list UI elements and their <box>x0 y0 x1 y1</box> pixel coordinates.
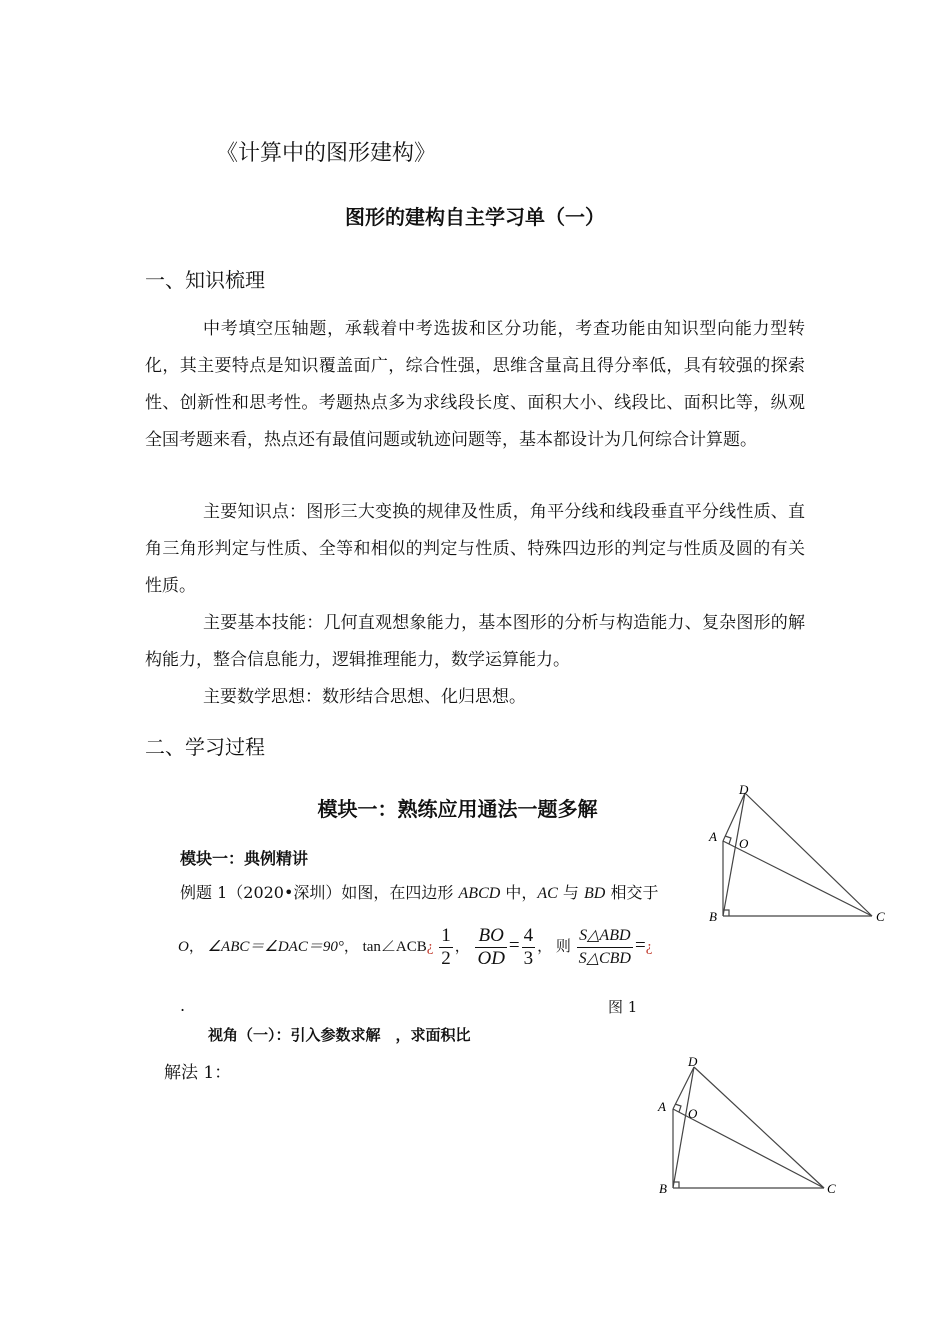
angle-condition: ∠ABC＝∠DAC＝90° <box>207 938 344 955</box>
label-b: B <box>659 1181 667 1196</box>
module-title: 模块一：熟练应用通法一题多解 <box>317 797 598 821</box>
geometry-figure-2 <box>650 1050 850 1200</box>
figure-caption: 图 1 <box>608 998 638 1016</box>
segment-cd <box>745 793 872 916</box>
diagonal-ac <box>723 841 872 916</box>
equals-sign: = <box>634 934 646 956</box>
segment-bd: BD <box>584 885 606 902</box>
label-b: B <box>709 909 717 924</box>
sep-1: ， <box>188 938 204 955</box>
point-o: O <box>178 938 189 955</box>
fraction-denominator: OD <box>477 948 505 969</box>
example-conditions <box>178 925 652 970</box>
segment-da <box>723 793 745 841</box>
fraction-numerator: S△ABD <box>577 925 633 948</box>
example-mid2: 与 <box>557 883 585 902</box>
fraction-denominator: 3 <box>523 948 534 969</box>
fraction-numerator: 1 <box>441 925 451 946</box>
label-d: D <box>739 782 749 797</box>
intro-paragraph: 中考填空压轴题，承载着中考选拔和区分功能，考查功能由知识型向能力型转化，其主要特点是知识覆盖面广，综合性强，思维含量高且得分率低，具有较强的探索性、创新性和思考性。考题热点多为求线段长度、面积大小、线段比、面积比等，纵观全国考题来看，热点还有最值问题或轨迹问题等，基本都设计为几何综合计算题。 <box>145 319 805 450</box>
quad-abcd: ABCD <box>458 885 501 902</box>
sep-2: ， <box>343 938 359 955</box>
then-word: 则 <box>555 938 571 955</box>
example-suffix: 相交于 <box>605 883 659 902</box>
fraction-numerator: 4 <box>523 925 534 946</box>
tan-expression: tan∠ACB <box>362 938 427 955</box>
diagonal-bd <box>673 1067 694 1188</box>
thinking-paragraph: 主要数学思想：数形结合思想、化归思想。 <box>203 687 526 707</box>
segment-ac: AC <box>537 885 558 902</box>
document-title: 《计算中的图形建构》 <box>216 141 437 166</box>
fraction-bo-od <box>475 925 506 970</box>
fraction-numerator: BO <box>475 925 506 948</box>
section-heading-1: 一、知识梳理 <box>145 268 265 292</box>
equals-sign: = <box>508 934 520 956</box>
trailing-period: . <box>180 996 186 1015</box>
label-o: O <box>688 1106 698 1121</box>
method-heading: 视角（一）：引入参数求解 ，求面积比 <box>208 1026 471 1044</box>
example-prefix: 例题 1（2020•深圳）如图，在四边形 <box>180 883 459 902</box>
label-d: D <box>688 1054 698 1069</box>
label-c: C <box>876 909 885 924</box>
fraction-four-thirds <box>522 925 536 970</box>
fraction-area-ratio <box>577 925 633 970</box>
knowledge-points-paragraph: 主要知识点：图形三大变换的规律及性质，角平分线和线段垂直平分线性质、直角三角形判定与性质、全等和相似的判定与性质、特殊四边形的判定与性质及圆的有关性质。 <box>145 502 805 596</box>
fraction-one-half <box>439 925 453 970</box>
example-statement <box>180 880 658 903</box>
label-a: A <box>709 829 717 844</box>
solution-label: 解法 1： <box>164 1063 232 1083</box>
glyph-placeholder: ¿ <box>645 938 653 955</box>
example-mid1: 中， <box>500 883 538 902</box>
fraction-denominator: 2 <box>441 948 451 969</box>
label-c: C <box>827 1181 836 1196</box>
glyph-placeholder: ¿ <box>426 938 434 955</box>
sep-3: ， <box>454 938 470 955</box>
label-a: A <box>658 1099 666 1114</box>
sep-4: ， <box>537 938 553 955</box>
geometry-figure-1 <box>700 778 900 928</box>
section-heading-2: 二、学习过程 <box>145 735 265 759</box>
module-subtitle: 模块一：典例精讲 <box>180 849 309 868</box>
subtitle: 图形的建构自主学习单（一） <box>345 205 605 229</box>
diagonal-bd <box>723 793 745 916</box>
label-o: O <box>739 836 749 851</box>
segment-cd <box>694 1067 824 1188</box>
skills-paragraph: 主要基本技能：几何直观想象能力，基本图形的分析与构造能力、复杂图形的解构能力，整合信息能力，逻辑推理能力，数学运算能力。 <box>145 613 805 670</box>
fraction-denominator: S△CBD <box>578 950 631 967</box>
